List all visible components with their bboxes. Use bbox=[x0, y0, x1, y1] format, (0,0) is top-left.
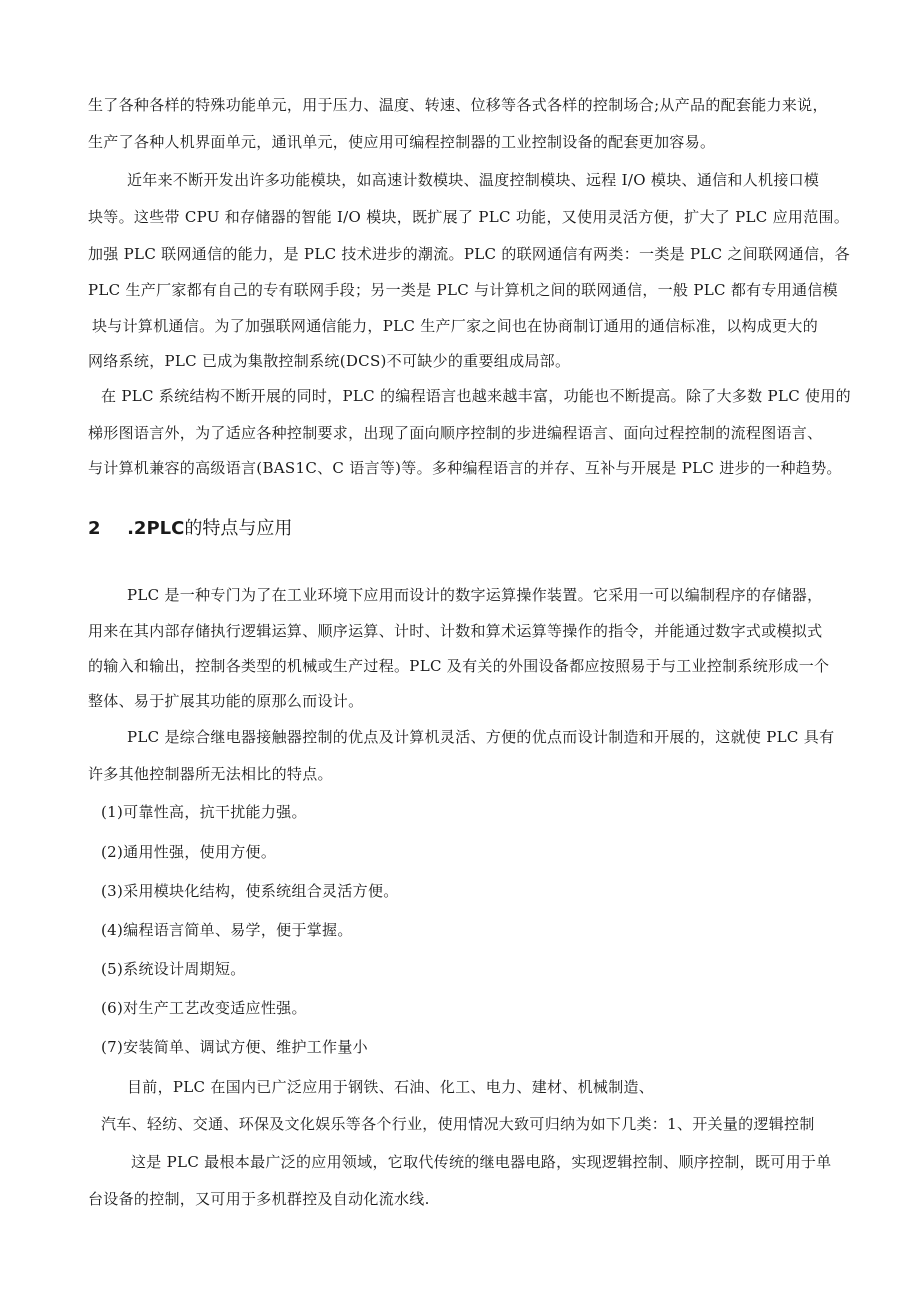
paragraph-line: 台设备的控制，又可用于多机群控及自动化流水线. bbox=[88, 1190, 430, 1208]
paragraph-line: 块等。这些带 CPU 和存储器的智能 I/O 模块，既扩展了 PLC 功能，又使用灵活方便，扩大了 PLC 应用范围。 bbox=[88, 208, 850, 226]
paragraph-line: 汽车、轻纺、交通、环保及文化娱乐等各个行业，使用情况大致可归纳为如下几类：1、开关量的逻辑控制 bbox=[101, 1115, 815, 1133]
section-heading bbox=[88, 514, 292, 540]
paragraph-line: 用来在其内部存储执行逻辑运算、顺序运算、计时、计数和算术运算等操作的指令，并能通过数字式或模拟式 bbox=[88, 622, 823, 640]
paragraph-line: 目前，PLC 在国内已广泛应用于钢铁、石油、化工、电力、建材、机械制造、 bbox=[127, 1078, 655, 1096]
feature-item: (2)通用性强，使用方便。 bbox=[101, 843, 277, 861]
heading-code: .2PLC bbox=[127, 518, 185, 539]
paragraph-line: 的输入和输出，控制各类型的机械或生产过程。PLC 及有关的外围设备都应按照易于与工业控制系统形成一个 bbox=[88, 657, 830, 675]
paragraph-line: 整体、易于扩展其功能的原那么而设计。 bbox=[88, 692, 364, 710]
paragraph-line: 在 PLC 系统结构不断开展的同时，PLC 的编程语言也越来越丰富，功能也不断提高。除了大多数 PLC 使用的 bbox=[101, 387, 851, 405]
feature-item: (5)系统设计周期短。 bbox=[101, 960, 246, 978]
feature-item: (4)编程语言简单、易学，便于掌握。 bbox=[101, 921, 353, 939]
paragraph-line: 块与计算机通信。为了加强联网通信能力，PLC 生产厂家之间也在协商制订通用的通信标准，以构成更大的 bbox=[92, 317, 819, 335]
paragraph-line: 加强 PLC 联网通信的能力，是 PLC 技术进步的潮流。PLC 的联网通信有两类：一类是 PLC 之间联网通信，各 bbox=[88, 245, 850, 263]
heading-number: 2 bbox=[88, 518, 101, 539]
paragraph-line: 梯形图语言外，为了适应各种控制要求，出现了面向顺序控制的步进编程语言、面向过程控制的流程图语言、 bbox=[88, 424, 823, 442]
paragraph-line: 生产了各种人机界面单元，通讯单元，使应用可编程控制器的工业控制设备的配套更加容易。 bbox=[88, 133, 716, 151]
paragraph-line: 这是 PLC 最根本最广泛的应用领域，它取代传统的继电器电路，实现逻辑控制、顺序控制，既可用于单 bbox=[131, 1153, 832, 1171]
paragraph-line: 生了各种各样的特殊功能单元，用于压力、温度、转速、位移等各式各样的控制场合;从产品的配套能力来说， bbox=[88, 96, 828, 114]
paragraph-line: 网络系统，PLC 已成为集散控制系统(DCS)不可缺少的重要组成局部。 bbox=[88, 352, 571, 370]
paragraph-line: 近年来不断开发出许多功能模块，如高速计数模块、温度控制模块、远程 I/O 模块、通信和人机接口模 bbox=[127, 171, 820, 189]
paragraph-line: PLC 是一种专门为了在工业环境下应用而设计的数字运算操作装置。它采用一可以编制程序的存储器， bbox=[127, 586, 823, 604]
heading-title: 的特点与应用 bbox=[184, 518, 293, 539]
feature-item: (7)安装简单、调试方便、维护工作量小 bbox=[101, 1038, 368, 1056]
feature-item: (1)可靠性高，抗干扰能力强。 bbox=[101, 803, 307, 821]
paragraph-line: PLC 是综合继电器接触器控制的优点及计算机灵活、方便的优点而设计制造和开展的，这就使 PLC 具有 bbox=[127, 728, 835, 746]
feature-item: (3)采用模块化结构，使系统组合灵活方便。 bbox=[101, 882, 399, 900]
paragraph-line: PLC 生产厂家都有自己的专有联网手段；另一类是 PLC 与计算机之间的联网通信，一般 PLC 都有专用通信模 bbox=[88, 281, 838, 299]
paragraph-line: 许多其他控制器所无法相比的特点。 bbox=[88, 765, 333, 783]
feature-item: (6)对生产工艺改变适应性强。 bbox=[101, 999, 307, 1017]
paragraph-line: 与计算机兼容的高级语言(BAS1C、C 语言等)等。多种编程语言的并存、互补与开展是 PLC 进步的一种趋势。 bbox=[88, 459, 842, 477]
